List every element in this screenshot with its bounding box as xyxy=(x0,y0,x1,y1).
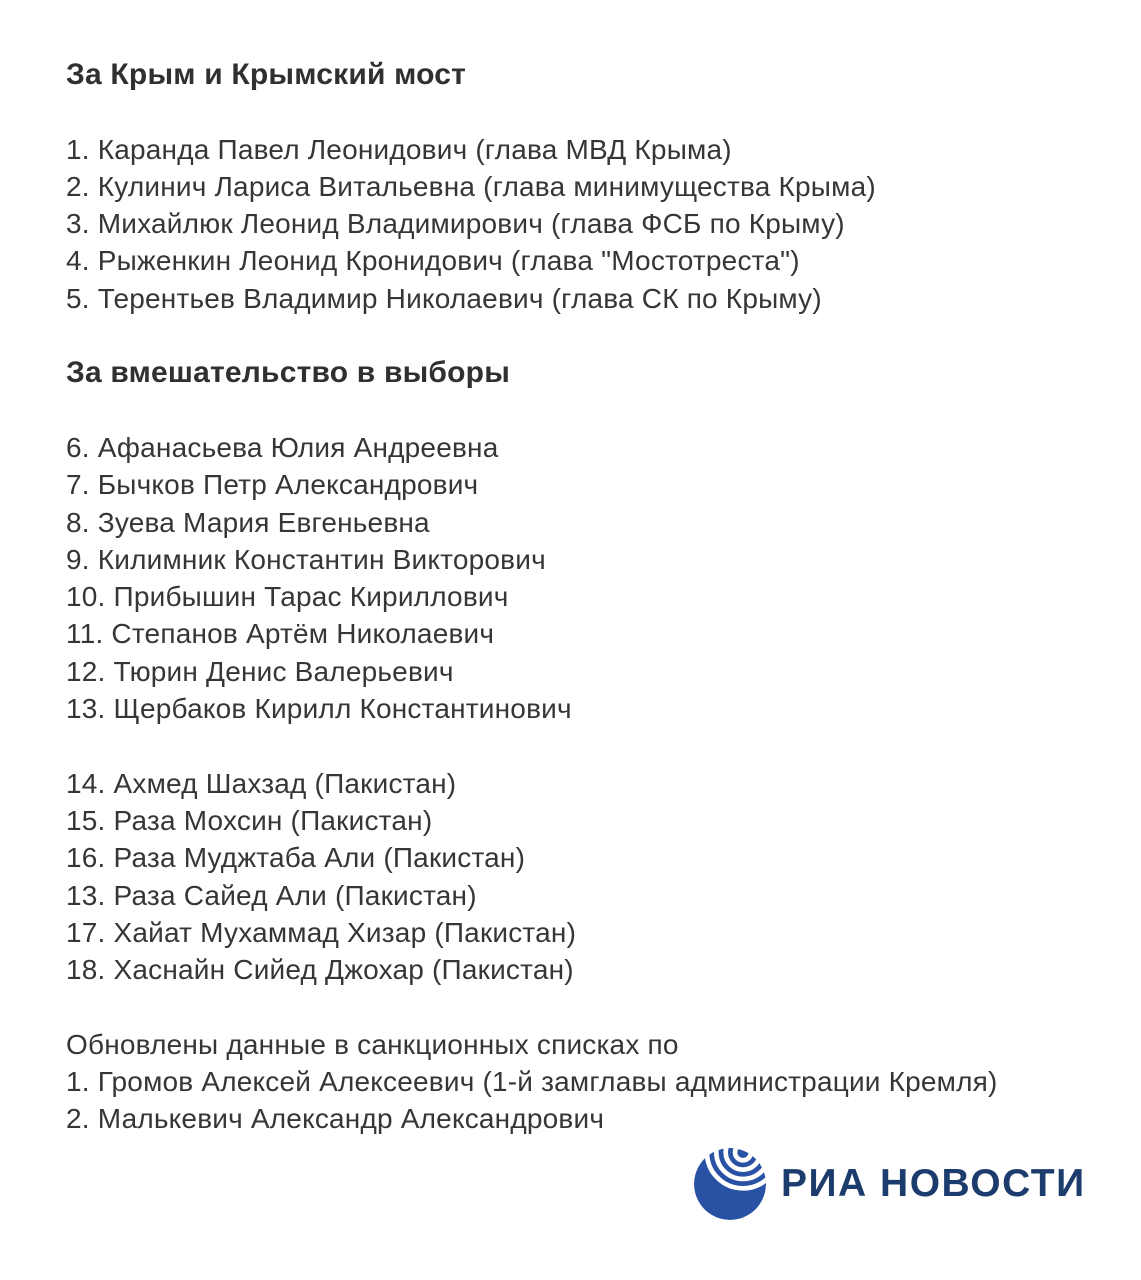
list-group-pakistan xyxy=(66,765,998,989)
list-item: 15. Раза Мохсин (Пакистан) xyxy=(66,804,433,836)
list-item: 13. Раза Сайед Али (Пакистан) xyxy=(66,879,477,911)
list-item: 14. Ахмед Шахзад (Пакистан) xyxy=(66,767,457,799)
list-item: 4. Рыженкин Леонид Кронидович (глава "Мостотреста") xyxy=(66,245,800,277)
update-intro: Обновлены данные в санкционных списках по xyxy=(66,1028,679,1060)
list-item: 16. Раза Муджтаба Али (Пакистан) xyxy=(66,842,526,874)
list-item: 10. Прибышин Тарас Кириллович xyxy=(66,581,509,613)
update-block xyxy=(66,1026,998,1138)
ria-novosti-logo xyxy=(694,1148,1086,1220)
ria-globe-icon xyxy=(694,1148,766,1220)
list-item: 3. Михайлюк Леонид Владимирович (глава ФСБ по Крыму) xyxy=(66,208,845,240)
blank-line xyxy=(66,317,998,354)
list-item: 6. Афанасьева Юлия Андреевна xyxy=(66,431,499,463)
section-heading-crimea: За Крым и Крымский мост xyxy=(66,58,467,91)
blank-line xyxy=(66,988,998,1025)
list-item: 1. Каранда Павел Леонидович (глава МВД Крыма) xyxy=(66,133,732,165)
list-item: 9. Килимник Константин Викторович xyxy=(66,543,546,575)
list-item: 18. Хаснайн Сийед Джохар (Пакистан) xyxy=(66,954,574,986)
list-item: 7. Бычков Петр Александрович xyxy=(66,469,479,501)
list-group-elections xyxy=(66,429,998,727)
blank-line xyxy=(66,727,998,764)
brand-text: РИА НОВОСТИ xyxy=(781,1162,1086,1205)
list-item: 2. Кулинич Лариса Витальевна (глава минимущества Крыма) xyxy=(66,170,876,202)
list-item: 1. Громов Алексей Алексеевич (1-й замглавы администрации Кремля) xyxy=(66,1066,998,1098)
blank-line xyxy=(66,93,998,130)
list-item: 5. Терентьев Владимир Николаевич (глава СК по Крыму) xyxy=(66,282,822,314)
list-item: 11. Степанов Артём Николаевич xyxy=(66,618,495,650)
blank-line xyxy=(66,392,998,429)
list-item: 13. Щербаков Кирилл Константинович xyxy=(66,693,572,725)
section-heading-elections: За вмешательство в выборы xyxy=(66,356,511,390)
list-group-crimea xyxy=(66,131,998,317)
list-item: 8. Зуева Мария Евгеньевна xyxy=(66,506,430,538)
list-item: 2. Малькевич Александр Александрович xyxy=(66,1103,605,1135)
sanctions-list xyxy=(66,56,998,1138)
list-item: 17. Хайат Мухаммад Хизар (Пакистан) xyxy=(66,916,577,948)
list-item: 12. Тюрин Денис Валерьевич xyxy=(66,655,454,687)
